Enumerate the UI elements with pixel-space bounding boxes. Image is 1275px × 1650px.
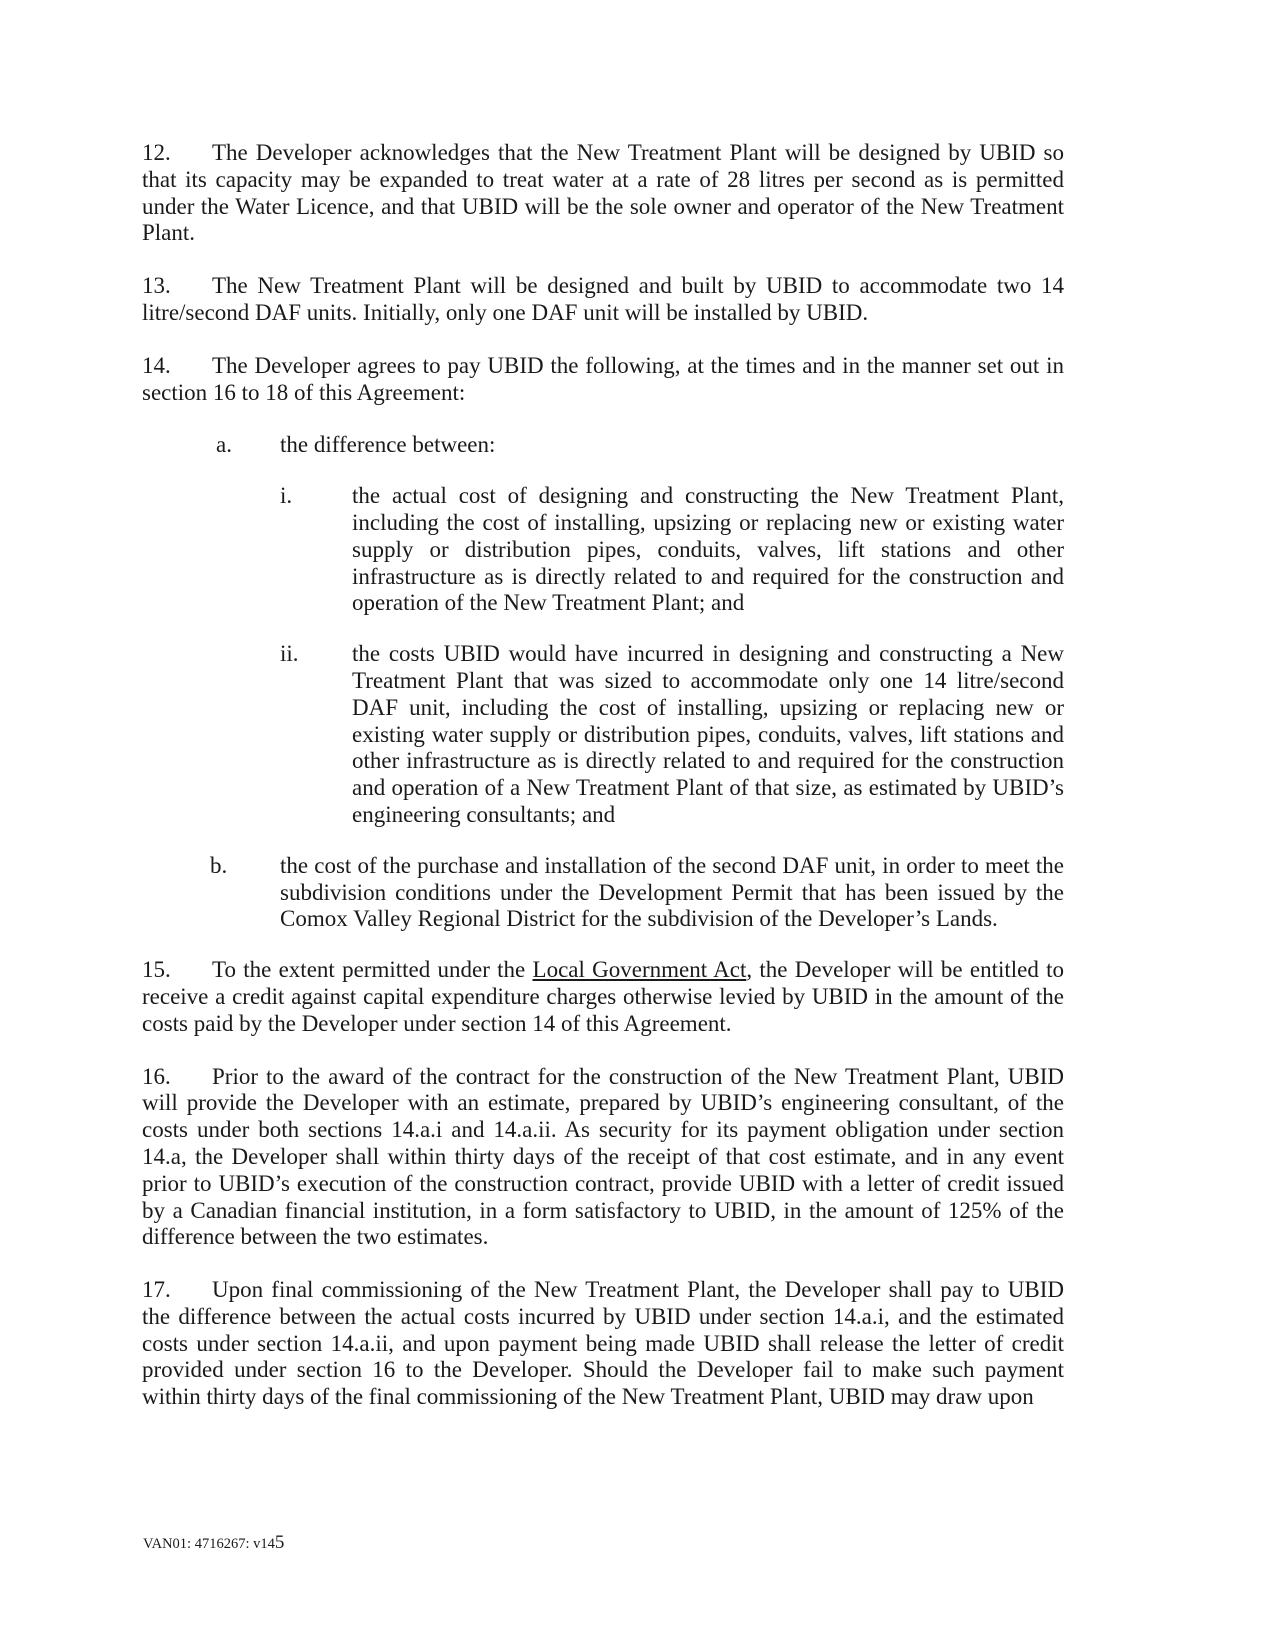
subclause-14a-i bbox=[280, 483, 1064, 617]
subclause-label: b. bbox=[210, 852, 228, 878]
paragraph-text-cont: , the Developer will be entitled to receive a credit against capital expenditure charges otherwise levied by UBID in the amount of the costs paid by the Developer under section 14 of this Agreement. bbox=[142, 957, 1065, 1036]
subclause-14a bbox=[216, 432, 1064, 459]
subclause-text: the cost of the purchase and installation of the second DAF unit, in order to meet the subdivision conditions under the Development Permit that has been issued by the Comox Valley Regional District for the subdivision of the Developer’s Lands. bbox=[280, 852, 1064, 932]
paragraph-text: The New Treatment Plant will be designed and built by UBID to accommodate two 14 litre/second DAF units. Initially, only one DAF unit will be installed by UBID. bbox=[142, 273, 1064, 325]
paragraph-text: The Developer acknowledges that the New Treatment Plant will be designed by UBID so that its capacity may be expanded to treat water at a rate of 28 litres per second as is permitted under the Water Licence, and that UBID will be the sole owner and operator of the New Treatment Plant. bbox=[142, 140, 1064, 246]
doc-version-suffix: 5 bbox=[274, 1532, 285, 1553]
subclause-14b bbox=[210, 853, 1064, 933]
paragraph-number: 17. bbox=[142, 1277, 171, 1303]
subclause-label: ii. bbox=[280, 641, 299, 667]
subclause-14a-ii bbox=[280, 641, 1064, 829]
subclause-label: a. bbox=[216, 432, 232, 458]
paragraph-number: 13. bbox=[142, 273, 171, 299]
paragraph-13 bbox=[142, 273, 1064, 327]
paragraph-text: The Developer agrees to pay UBID the following, at the times and in the manner set out in section 16 to 18 of this Agreement: bbox=[142, 352, 1064, 405]
paragraph-17 bbox=[142, 1277, 1064, 1411]
paragraph-number: 16. bbox=[142, 1063, 171, 1089]
paragraph-14 bbox=[142, 353, 1064, 407]
paragraph-15 bbox=[142, 957, 1064, 1037]
doc-id: VAN01: 4716267: v14 bbox=[143, 1536, 275, 1552]
paragraph-number: 12. bbox=[142, 140, 171, 165]
paragraph-text: Upon final commissioning of the New Treatment Plant, the Developer shall pay to UBID the difference between the actual costs incurred by UBID under section 14.a.i, and the estimated costs under section 14.a.ii, and upon payment being made UBID shall release the letter of credit provided under section 16 to the Developer. Should the Developer fail to make such payment within thirty days of the final commissioning of the New Treatment Plant, UBID may draw upon bbox=[142, 1277, 1064, 1410]
document-footer bbox=[143, 1532, 284, 1554]
act-title: Local Government Act bbox=[532, 957, 747, 983]
paragraph-text: To the extent permitted under the bbox=[212, 957, 533, 983]
paragraph-16 bbox=[142, 1064, 1064, 1252]
paragraph-number: 15. bbox=[142, 957, 171, 983]
paragraph-text: Prior to the award of the contract for the construction of the New Treatment Plant, UBID will provide the Developer with an estimate, prepared by UBID’s engineering consultant, of the costs under both sections 14.a.i and 14.a.ii. As security for its payment obligation under section 14.a, the Developer shall within thirty days of the receipt of that cost estimate, and in any event prior to UBID’s execution of the construction contract, provide UBID with a letter of credit issued by a Canadian financial institution, in a form satisfactory to UBID, in the amount of 125% of the difference between the two estimates. bbox=[142, 1063, 1064, 1250]
subclause-text: the actual cost of designing and constructing the New Treatment Plant, including the cost of installing, upsizing or replacing new or existing water supply or distribution pipes, conduits, valves, lift stations and other infrastructure as is directly related to and required for the construction and operation of the New Treatment Plant; and bbox=[352, 483, 1064, 616]
subclause-label: i. bbox=[280, 483, 293, 509]
subclause-text: the costs UBID would have incurred in designing and constructing a New Treatment Plant that was sized to accommodate only one 14 litre/second DAF unit, including the cost of installing, upsizing or replacing new or existing water supply or distribution pipes, conduits, valves, lift stations and other infrastructure as is directly related to and required for the construction and operation of a New Treatment Plant of that size, as estimated by UBID’s engineering consultants; and bbox=[352, 641, 1064, 827]
paragraph-number: 14. bbox=[142, 352, 171, 378]
document-page bbox=[142, 140, 1064, 1437]
paragraph-12 bbox=[142, 140, 1064, 247]
subclause-text: the difference between: bbox=[280, 432, 496, 458]
